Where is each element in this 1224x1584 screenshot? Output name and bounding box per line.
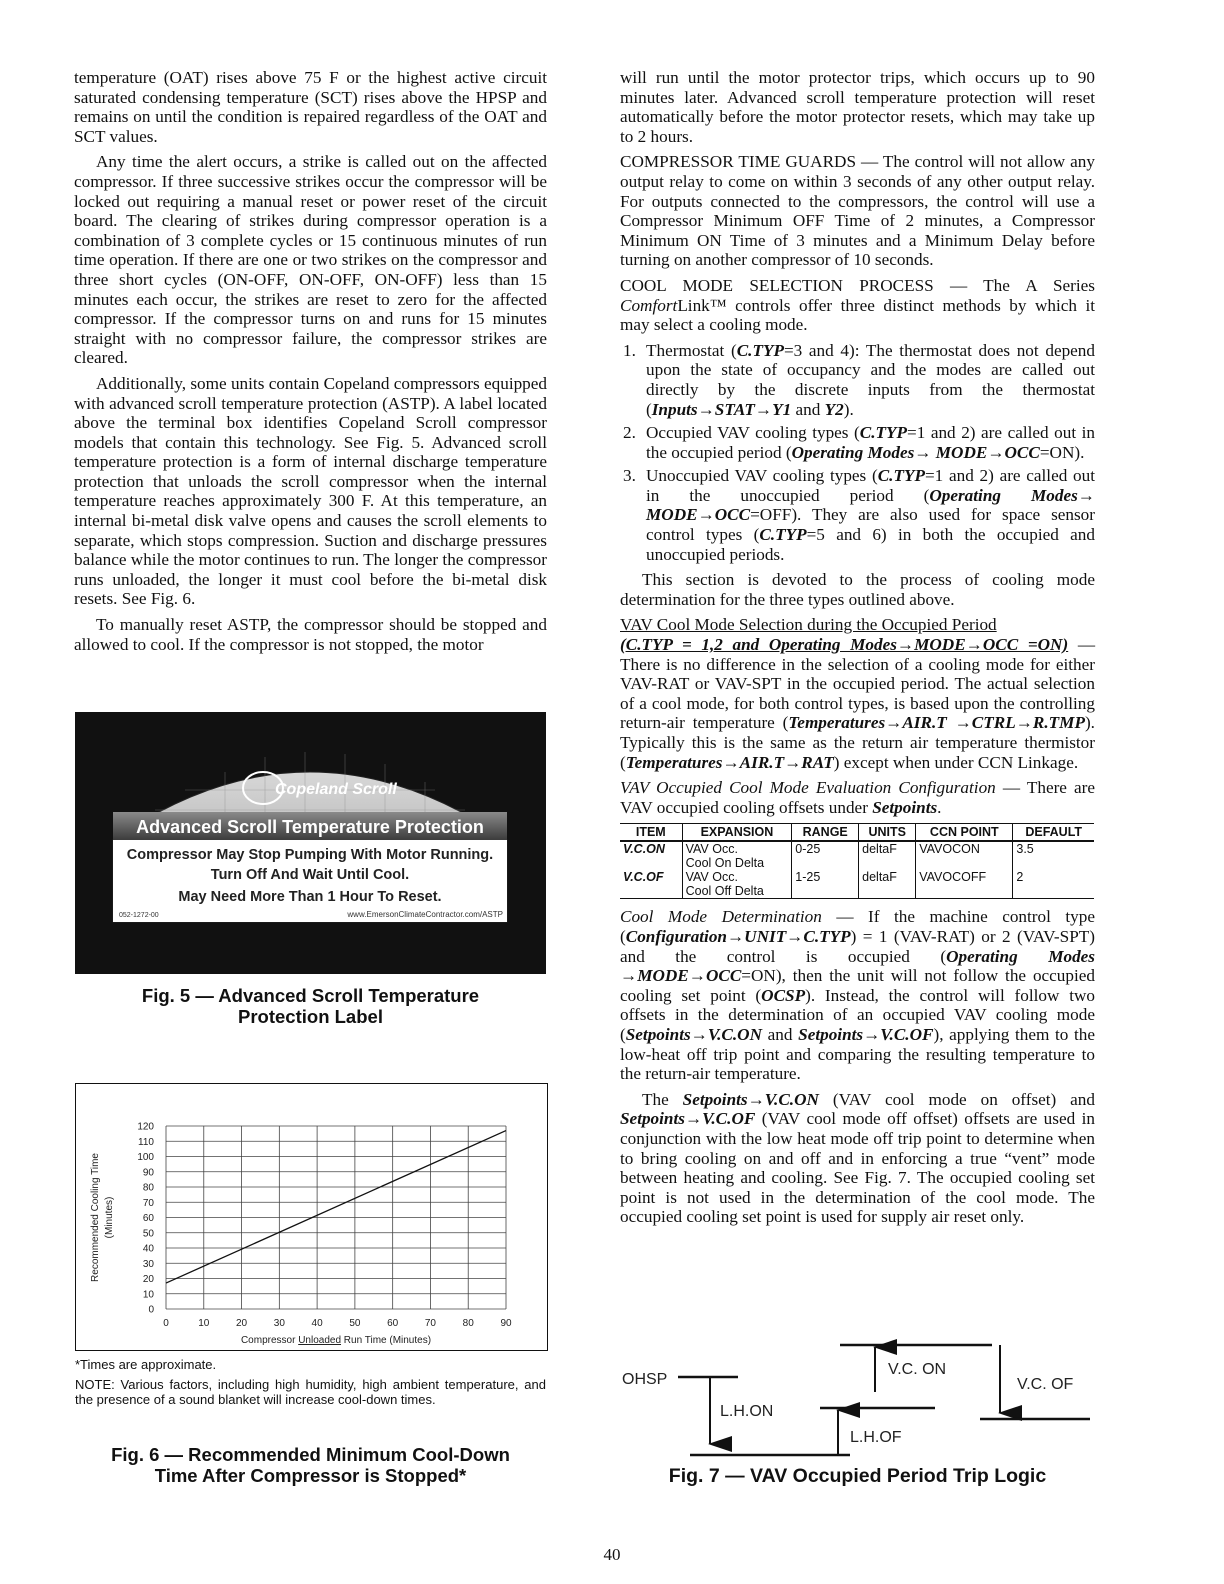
y-tick-label: 120	[137, 1121, 154, 1133]
banner-text: Advanced Scroll Temperature Protection	[136, 817, 484, 837]
text-run: C.TYP	[877, 466, 925, 486]
table-cell	[682, 870, 792, 899]
section-heading: VAV Cool Mode Selection during the Occupied Period	[620, 615, 997, 635]
y-tick-label: 20	[142, 1274, 154, 1285]
cooldown-series-line	[166, 1131, 506, 1284]
text-run: The	[642, 1089, 683, 1109]
table-row	[620, 870, 1094, 899]
section-heading: (C.TYP = 1,2 and Operating Modes→MODE→OCC =ON)	[620, 635, 1069, 655]
paragraph: temperature (OAT) rises above 75 F or the highest active circuit saturated condensing temperature (SCT) rises above the HPSP and remains on until the condition is repaired regardless of the OAT and SCT values.	[74, 68, 547, 146]
paragraph: will run until the motor protector trips, which occurs up to 90 minutes later. Advanced scroll temperature protection will reset automatically before the motor protector resets, which may take up to 2 hours.	[620, 68, 1095, 146]
text-run: (VAV cool mode on offset) and	[818, 1089, 1095, 1109]
vcon-label: V.C. ON	[888, 1361, 947, 1378]
page-number: 40	[603, 1545, 621, 1564]
label-line3: May Need More Than 1 Hour To Reset.	[178, 889, 442, 905]
text-run: Link™ controls offer three distinct methods by which it may select a cooling mode.	[620, 295, 1095, 335]
text-run: and	[762, 1024, 799, 1044]
y-tick-label: 110	[138, 1136, 154, 1148]
text-run: Setpoints	[872, 797, 938, 817]
x-axis-label-part: Unloaded	[298, 1335, 342, 1346]
text-run: Inputs→STAT→Y1	[651, 399, 792, 419]
x-tick-label: 40	[311, 1318, 323, 1329]
cell-line: Cool On Delta	[685, 856, 765, 871]
y-tick-label: 50	[142, 1228, 154, 1240]
table-row	[620, 841, 1094, 870]
paragraph: Additionally, some units contain Copeland compressors equipped with advanced scroll temperature protection (ASTP). A label located above the terminal box identifies Copeland Scroll compressor models that contain this technology. See Fig. 5. Advanced scroll temperature protection is a form of internal discharge temperature protection that unloads the scroll compressor when the internal temperature reaches approximately 300 F. At this temperature, an internal bi-metal disk valve opens and causes the scroll elements to separate, which stops compression. Suction and discharge pressures balance while the motor continues to run. The longer the compressor runs unloaded, the longer it must cool before the bi-metal disk resets. See Fig. 6.	[74, 373, 547, 609]
text-run: ) except when under CCN Linkage.	[833, 752, 1079, 772]
text-run: ).	[843, 399, 854, 419]
x-tick-label: 30	[273, 1318, 285, 1329]
x-axis-label-part: Compressor	[240, 1335, 299, 1346]
table-cell: VAVOCOFF	[916, 870, 1013, 899]
text-run: ). Instead, the control will follow two offsets in the determination of an occupied VAV cooling mode (	[620, 985, 1096, 1044]
table-cell: V.C.OF	[620, 870, 682, 899]
paragraph	[620, 615, 1095, 772]
text-run: =OFF). They are also used for space sensor control types (	[646, 505, 1095, 545]
text-run: — There are VAV occupied cooling offsets under	[620, 778, 1095, 817]
text-run: Setpoints→V.C.ON	[625, 1024, 762, 1044]
table-cell: VAVOCON	[916, 841, 1013, 870]
y-tick-label: 90	[142, 1167, 154, 1179]
text-run: C.TYP	[859, 423, 908, 443]
caption-line: Fig. 5 — Advanced Scroll Temperature	[141, 985, 480, 1006]
x-tick-label: 70	[424, 1318, 437, 1329]
table-cell: deltaF	[859, 870, 916, 899]
x-tick-label: 20	[235, 1318, 248, 1329]
astp-label-photo	[75, 712, 546, 974]
paragraph	[620, 778, 1095, 817]
text-run: .	[937, 797, 942, 817]
text-run: =5 and 6) in both the occupied and unoccupied periods.	[646, 525, 1095, 564]
table-cell: 3.5	[1013, 841, 1094, 870]
brand-text: Copeland Scroll	[275, 781, 397, 798]
y-tick-label: 40	[142, 1243, 154, 1255]
fig6-caption	[75, 1444, 546, 1486]
table-cell: 1-25	[792, 870, 859, 899]
lhon-label: L.H.ON	[720, 1403, 774, 1420]
lhof-label: L.H.OF	[850, 1429, 902, 1446]
y-axis-label-units: (Minutes)	[104, 1196, 115, 1239]
y-tick-label: 60	[142, 1213, 154, 1224]
y-tick-label: 70	[142, 1197, 154, 1209]
y-tick-label: 0	[148, 1304, 154, 1316]
text-run: ), applying them to the low-heat off trip point and comparing the resulting temperature to the return-air temperature.	[620, 1024, 1095, 1084]
chart-series	[166, 1131, 506, 1284]
table-header: CCN POINT	[916, 824, 1013, 842]
x-tick-label: 50	[349, 1318, 361, 1329]
fig6-note: NOTE: Various factors, including high humidity, high ambient temperature, and the presence of a sound blanket will increase cool-down times.	[75, 1377, 546, 1407]
text-run: Comfort	[620, 295, 678, 315]
y-axis-label: Recommended Cooling Time	[90, 1153, 101, 1282]
text-run: COOL MODE SELECTION PROCESS — The A Series	[620, 275, 1095, 295]
astp-label-graphic	[75, 712, 546, 974]
paragraph: Any time the alert occurs, a strike is called out on the affected compressor. If three successive strikes occur the compressor will be locked out requiring a manual reset or power reset of the circuit board. The clearing of strikes during compressor operation is a combination of 3 complete cycles or 15 continuous minutes of run time operation. If there are one or two strikes on the compressor and three short cycles (ON-OFF, ON-OFF, ON-OFF) less than 15 minutes each occur, the strikes are reset to zero for the affected compressor. If the compressor turns on and runs for 15 minutes straight with no compressor failure, the compressor strikes are cleared.	[74, 152, 547, 368]
text-run: C.TYP	[759, 525, 807, 545]
text-run: Operating Modes→ MODE→OCC	[646, 485, 1095, 525]
text-run: Setpoints→V.C.ON	[682, 1089, 819, 1109]
text-run: Temperatures→AIR.T →CTRL→R.TMP	[788, 713, 1085, 733]
text-run: Temperatures→AIR.T→RAT	[625, 752, 834, 772]
text-run: Configuration→UNIT→C.TYP	[625, 926, 851, 946]
text-run: Y2	[824, 399, 844, 419]
fig7-caption: Fig. 7 — VAV Occupied Period Trip Logic	[668, 1465, 1047, 1487]
text-run: Unoccupied VAV cooling types (	[646, 466, 878, 486]
list-item	[620, 341, 1095, 419]
fig5-caption	[75, 985, 546, 1027]
paragraph: This section is devoted to the process of cooling mode determination for the three types outlined above.	[620, 570, 1095, 609]
table-cell	[682, 841, 792, 870]
left-column	[74, 68, 547, 660]
paragraph: To manually reset ASTP, the compressor should be stopped and allowed to cool. If the compressor is not stopped, the motor	[74, 615, 547, 654]
table-header-row	[620, 824, 1094, 842]
paragraph	[620, 907, 1095, 1083]
cooldown-chart-frame	[75, 1083, 548, 1351]
text-run: Operating Modes →MODE→OCC	[620, 946, 1095, 986]
cell-line: Cool Off Delta	[685, 884, 764, 899]
label-part-no: 052-1272-00	[119, 912, 159, 919]
vav-offset-table	[620, 823, 1094, 899]
text-run: ) = 1 (VAV-RAT) or 2 (VAV-SPT) and the control is occupied (	[620, 926, 1095, 966]
text-run: (VAV cool mode off offset) offsets are used in conjunction with the low heat mode off trip point to determine when to bring cooling on and off and in enforcing a true “vent” mode between heating and cooling. See Fig. 7. The occupied cooling set point is not used in the determination of the cool mode. The occupied cooling set point is used for supply air reset only.	[620, 1109, 1095, 1227]
paragraph	[620, 276, 1095, 335]
x-axis-label	[241, 1335, 431, 1346]
x-tick-label: 90	[500, 1318, 512, 1329]
text-run: =1 and 2) are called out in the occupied period (	[646, 423, 1096, 462]
table-cell: V.C.ON	[623, 842, 665, 857]
table-cell: 0-25	[792, 841, 859, 870]
y-tick-label: 30	[142, 1258, 154, 1270]
table-cell: 2	[1013, 870, 1094, 899]
text-run: =ON).	[1039, 442, 1085, 462]
list-item	[620, 423, 1095, 462]
label-line1: Compressor May Stop Pumping With Motor Running.	[126, 847, 494, 863]
cell-line: VAV Occ.	[685, 870, 738, 885]
table-header: DEFAULT	[1013, 824, 1094, 842]
list-number: 1.	[623, 340, 636, 360]
text-run: and	[791, 399, 825, 419]
text-run: =ON), then the unit will not follow the occupied cooling set point (	[620, 966, 1095, 1005]
text-run: =3 and 4): The thermostat does not depend upon the state of occupancy and the modes are called out directly by the discrete inputs from the thermostat (	[646, 340, 1095, 419]
paragraph	[620, 1090, 1095, 1227]
list-item	[620, 466, 1095, 564]
vcof-label: V.C. OF	[1017, 1376, 1074, 1393]
caption-line: Protection Label	[238, 1006, 383, 1027]
table-header: ITEM	[620, 824, 682, 842]
cool-mode-methods-list	[620, 341, 1095, 565]
paragraph: COMPRESSOR TIME GUARDS — The control will not allow any output relay to come on within 3 seconds of any other output relay. For outputs connected to the compressors, the control will use a Compressor Minimum OFF Time of 2 minutes, a Compressor Minimum ON Time of 3 minutes and a Minimum Delay before turning on another compressor of 10 seconds.	[620, 152, 1095, 270]
ohsp-label: OHSP	[622, 1371, 668, 1388]
label-line2: Turn Off And Wait Until Cool.	[210, 867, 410, 883]
x-tick-label: 80	[462, 1318, 474, 1329]
list-number: 2.	[623, 423, 636, 443]
caption-line: Fig. 6 — Recommended Minimum Cool-Down	[111, 1444, 510, 1465]
text-run: Occupied VAV cooling types (	[646, 423, 860, 443]
table-header: EXPANSION	[682, 824, 792, 842]
trip-logic-diagram	[610, 1330, 1110, 1465]
caption-line: Time After Compressor is Stopped*	[154, 1465, 467, 1486]
text-run: OCSP	[761, 985, 806, 1005]
table-header: RANGE	[792, 824, 859, 842]
cooldown-chart	[76, 1084, 547, 1350]
text-run: Operating Modes→ MODE→OCC	[791, 442, 1040, 462]
text-run: — There is no difference in the selection of a cooling mode for either VAV-RAT or VAV-SPT in the occupied period. The actual selection of a cool mode, for both control types, is based upon the controlling return-air temperature (	[620, 635, 1096, 733]
text-run: C.TYP	[736, 340, 784, 360]
x-tick-label: 0	[163, 1318, 169, 1329]
y-tick-label: 100	[137, 1152, 154, 1163]
subsection-heading: VAV Occupied Cool Mode Evaluation Configuration	[620, 778, 996, 798]
text-run: — If the machine control type (	[620, 907, 1095, 946]
text-run: ). Typically this is the same as the return air temperature thermistor (	[620, 713, 1095, 772]
text-run: Setpoints→V.C.OF	[798, 1024, 934, 1044]
y-tick-label: 80	[142, 1182, 154, 1194]
subsection-heading: Cool Mode Determination	[620, 907, 822, 927]
text-run: =1 and 2) are called out in the unoccupied period (	[646, 466, 1095, 505]
table-cell: deltaF	[859, 841, 916, 870]
text-run: Setpoints→V.C.OF	[620, 1109, 756, 1129]
x-axis-label-part: Run Time (Minutes)	[341, 1335, 432, 1346]
y-tick-label: 10	[142, 1289, 154, 1301]
label-url: www.EmersonClimateContractor.com/ASTP	[347, 910, 503, 919]
fig6-footnote: *Times are approximate.	[75, 1357, 217, 1372]
cell-line: VAV Occ.	[685, 842, 738, 857]
x-tick-label: 10	[198, 1318, 210, 1329]
list-number: 3.	[623, 466, 636, 486]
text-run: Thermostat (	[646, 340, 737, 360]
right-column	[620, 68, 1095, 1233]
table-header: UNITS	[859, 824, 916, 842]
x-tick-label: 60	[387, 1318, 399, 1329]
